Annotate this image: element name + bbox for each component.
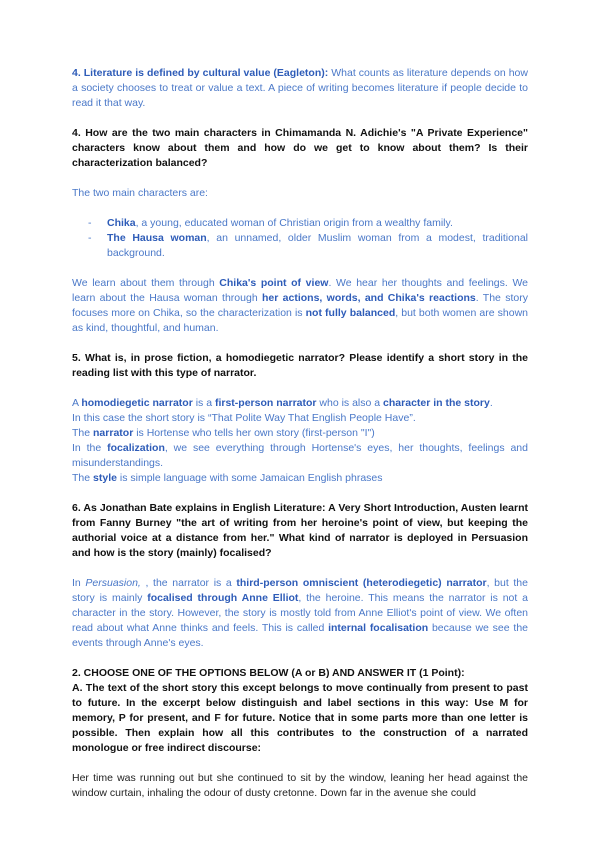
emphasis-run: not fully balanced (305, 307, 396, 319)
character-description: , a young, educated woman of Christian origin from a wealthy family. (135, 217, 453, 229)
question-5: 5. What is, in prose fiction, a homodiegetic narrator? Please identify a short story in the reading list with this type of narrator. (72, 352, 528, 379)
list-item (72, 231, 528, 261)
text-run: The (72, 427, 94, 439)
emphasis-run: character in the story (383, 397, 490, 409)
emphasis-run: focalised through Anne Elliot (147, 592, 299, 604)
section-2-heading: 2. CHOOSE ONE OF THE OPTIONS BELOW (A or B) AND ANSWER IT (1 Point): (72, 667, 465, 679)
answer-5-line-4 (72, 441, 528, 471)
question-6: 6. As Jonathan Bate explains in English Literature: A Very Short Introduction, Austen learnt from Fanny Burney "the art of writing from her heroine's point of view, but keeping the authorial voice at a distance from her." What kind of narrator is deployed in Persuasion and how is the story (mainly) focalised? (72, 502, 528, 559)
text-run: is simple language with some Jamaican English phrases (116, 472, 383, 484)
answer-6-paragraph (72, 576, 528, 651)
text-run: , the narrator is a (140, 577, 237, 589)
text-run: . We hear her thoughts and feelings. We learn about the Hausa woman through (72, 277, 528, 304)
literature-definition-lead: 4. Literature is defined by cultural value (Eagleton): (72, 67, 329, 79)
emphasis-run: internal focalisation (328, 622, 429, 634)
emphasis-run: homodiegetic narrator (81, 397, 193, 409)
answer-4-paragraph (72, 276, 528, 336)
section-literature-definition (72, 66, 528, 111)
answer-4-intro: The two main characters are: (72, 187, 208, 199)
dash-bullet: - (88, 232, 92, 244)
character-name: Chika (107, 217, 136, 229)
document-page (72, 66, 528, 801)
answer-5-line-5 (72, 471, 528, 486)
list-item (72, 216, 528, 231)
text-run: The (72, 472, 94, 484)
text-run: . (489, 397, 493, 409)
text-run: We learn about them through (72, 277, 220, 289)
text-run: , we see everything through Hortense's eyes, her thoughts, feelings and misunderstandings. (72, 442, 528, 469)
dash-bullet: - (88, 217, 92, 229)
literature-definition-text: What counts as literature depends on how a society chooses to treat or value a text. A piece of writing becomes literature if people decide to read it that way. (72, 67, 528, 109)
text-run: In the (72, 442, 108, 454)
emphasis-run: third-person omniscient (heterodiegetic) narrator (236, 577, 487, 589)
character-description: , an unnamed, older Muslim woman from a modest, traditional background. (107, 232, 528, 259)
book-title: Persuasion, (85, 577, 141, 589)
emphasis-run: focalization (107, 442, 165, 454)
text-run: , the heroine. This means the narrator is not a character in the story. However, the story is mostly told from Anne Elliot's point of view. We often read about what Anne thinks and feels. This is called (72, 592, 528, 634)
text-run: In (72, 577, 86, 589)
emphasis-run: narrator (93, 427, 134, 439)
text-run: is a (192, 397, 215, 409)
text-run: who is also a (316, 397, 384, 409)
text-run: because we see the events through Anne's eyes. (72, 622, 529, 649)
text-run: , but both women are shown as kind, thoughtful, and human. (72, 307, 529, 334)
characters-list (72, 216, 528, 261)
text-run: , but the story is mainly (72, 577, 528, 604)
story-excerpt: Her time was running out but she continued to sit by the window, leaning her head against the window curtain, inhaling the odour of dusty cretonne. Down far in the avenue she could (72, 772, 528, 799)
answer-5-line-1 (72, 396, 528, 411)
emphasis-run: Chika's point of view (219, 277, 329, 289)
character-name: The Hausa woman (107, 232, 207, 244)
answer-5-line-2: In this case the short story is “That Polite Way That English People Have”. (72, 412, 416, 424)
text-run: A (72, 397, 82, 409)
emphasis-run: first-person narrator (214, 397, 317, 409)
emphasis-run: her actions, words, and Chika's reactions (261, 292, 476, 304)
option-a-prompt: A. The text of the short story this except belongs to move continually from present to past to future. In the excerpt below distinguish and label sections in this way: Use M for memory, P for present, and F for future. Notice that in some parts more than one letter is possible. Then explain how all this contributes to the construction of a narrated monologue or free indirect discourse: (72, 682, 528, 754)
text-run: is Hortense who tells her own story (first-person "I") (133, 427, 375, 439)
text-run: . The story focuses more on Chika, so the characterization is (72, 292, 528, 319)
emphasis-run: style (93, 472, 117, 484)
question-4: 4. How are the two main characters in Chimamanda N. Adichie's "A Private Experience" characters know about them and how do we get to know about them? Is their characterization balanced? (72, 127, 528, 169)
answer-5-line-3 (72, 426, 528, 441)
